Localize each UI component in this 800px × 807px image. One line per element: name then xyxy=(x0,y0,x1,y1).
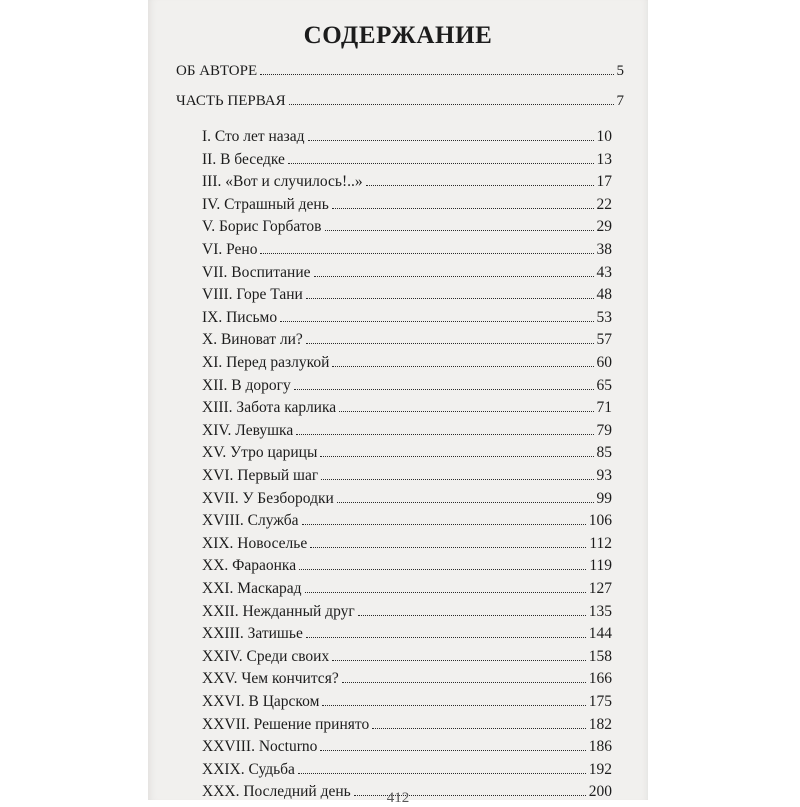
toc-entry-page: 85 xyxy=(596,444,612,462)
toc-entry-title: XXIX. Судьба xyxy=(202,760,295,778)
toc-entry xyxy=(202,760,612,779)
toc-entry-page: 10 xyxy=(596,128,612,145)
toc-entry-page: 53 xyxy=(596,308,612,326)
toc-entry-title: XX. Фараонка xyxy=(202,557,297,575)
dot-leader xyxy=(332,660,586,661)
toc-entry-page: 192 xyxy=(588,760,612,778)
dot-leader xyxy=(310,547,586,548)
toc-entry xyxy=(202,737,612,756)
toc-entry xyxy=(202,534,612,553)
toc-entry-title: X. Виноват ли? xyxy=(202,331,303,349)
toc-entry-title: ОБ АВТОРЕ xyxy=(176,63,258,79)
dot-leader xyxy=(358,615,586,616)
toc-entry xyxy=(202,624,612,643)
toc-entry-title: XIII. Забота карлика xyxy=(202,399,337,417)
dot-leader xyxy=(314,276,594,277)
dot-leader xyxy=(320,750,585,751)
dot-leader xyxy=(299,569,586,570)
dot-leader xyxy=(320,456,593,457)
toc-entry-page: 57 xyxy=(596,331,612,349)
toc-entry-page: 5 xyxy=(616,63,624,79)
toc-entry-title: XXV. Чем кончится? xyxy=(202,670,339,688)
toc-entry xyxy=(202,263,612,282)
toc-entry xyxy=(202,308,612,327)
dot-leader xyxy=(325,230,594,231)
toc-entry xyxy=(202,150,612,169)
toc-entry-title: IV. Страшный день xyxy=(202,195,329,213)
toc-entry-page: 127 xyxy=(588,580,612,597)
toc-entry-page: 135 xyxy=(588,602,612,620)
toc-entry-title: VI. Рено xyxy=(202,241,258,258)
toc-entry-title: ЧАСТЬ ПЕРВАЯ xyxy=(176,93,286,109)
toc-entry-page: 186 xyxy=(588,738,612,756)
toc-entry xyxy=(202,715,612,734)
toc-entry-page: 166 xyxy=(588,670,612,688)
toc-entry xyxy=(202,285,612,304)
toc-entry-title: XVII. У Безбородки xyxy=(202,489,334,507)
toc-entry-page: 38 xyxy=(596,241,612,258)
toc-entry xyxy=(202,195,612,214)
toc-entry-title: XXVIII. Nocturno xyxy=(202,738,318,756)
toc-entry-title: XXX. Последний день xyxy=(202,783,351,801)
toc-entry xyxy=(202,240,612,259)
dot-leader xyxy=(294,389,594,390)
toc-entry-page: 182 xyxy=(588,715,612,733)
toc-entry-title: VIII. Горе Тани xyxy=(202,286,303,304)
toc-entry-title: XXII. Нежданный друг xyxy=(202,602,355,620)
toc-entry-title: I. Сто лет назад xyxy=(202,128,305,145)
toc-entry xyxy=(202,466,612,485)
dot-leader xyxy=(332,366,593,367)
toc-entry-page: 29 xyxy=(596,218,612,236)
toc-entry-page: 60 xyxy=(596,354,612,371)
dot-leader xyxy=(339,411,593,412)
toc-entry xyxy=(202,398,612,417)
dot-leader xyxy=(298,773,586,774)
toc-entry-title: XVIII. Служба xyxy=(202,512,299,530)
toc-entry-title: III. «Вот и случилось!..» xyxy=(202,173,363,191)
toc-entry-page: 65 xyxy=(596,376,612,394)
toc-entry-title: XIX. Новоселье xyxy=(202,534,308,552)
toc-entry xyxy=(202,511,612,530)
dot-leader xyxy=(332,208,594,209)
toc-entry xyxy=(202,556,612,575)
dot-leader xyxy=(321,479,593,480)
toc-entry-page: 144 xyxy=(588,625,612,643)
dot-leader xyxy=(366,185,594,186)
dot-leader xyxy=(308,140,594,141)
toc-entry-page: 7 xyxy=(616,93,624,109)
dot-leader xyxy=(337,502,594,503)
toc-entry xyxy=(202,692,612,711)
toc-entry-page: 93 xyxy=(596,467,612,484)
toc-entry-title: IX. Письмо xyxy=(202,308,278,326)
dot-leader xyxy=(322,705,585,706)
toc-entry xyxy=(202,489,612,508)
toc-entry-page: 175 xyxy=(588,693,612,710)
toc-entry-title: XV. Утро царицы xyxy=(202,444,318,462)
toc-entry-page: 22 xyxy=(596,195,612,213)
toc-entry xyxy=(202,579,612,598)
toc-entry-title: XI. Перед разлукой xyxy=(202,354,330,371)
dot-leader xyxy=(260,74,613,75)
toc-entry xyxy=(202,217,612,236)
toc-entry xyxy=(202,353,612,372)
toc-entry xyxy=(202,647,612,666)
toc-entry-page: 17 xyxy=(596,173,612,191)
dot-leader xyxy=(305,592,586,593)
toc-heading: СОДЕРЖАНИЕ xyxy=(303,22,493,49)
toc-entry-title: XXIII. Затишье xyxy=(202,625,303,643)
toc-entry-title: XXI. Маскарад xyxy=(202,580,302,597)
toc-entry-page: 106 xyxy=(588,512,612,530)
dot-leader xyxy=(296,434,593,435)
toc-entry-title: XXVII. Решение принято xyxy=(202,715,370,733)
toc-entry-page: 13 xyxy=(596,150,612,168)
toc-entry xyxy=(202,376,612,395)
dot-leader xyxy=(280,321,593,322)
dot-leader xyxy=(288,163,594,164)
toc-entry-page: 48 xyxy=(596,286,612,304)
dot-leader xyxy=(289,104,614,105)
toc-entry xyxy=(202,127,612,146)
toc-entry-title: XIV. Левушка xyxy=(202,421,294,439)
toc-entry xyxy=(202,669,612,688)
toc-entry-page: 112 xyxy=(589,534,612,552)
toc-entry-title: II. В беседке xyxy=(202,150,285,168)
toc-entry-page: 99 xyxy=(596,489,612,507)
toc-entry-title: V. Борис Горбатов xyxy=(202,218,322,236)
toc-entry xyxy=(202,421,612,440)
book-page xyxy=(148,0,648,806)
toc-entry-title: XVI. Первый шаг xyxy=(202,467,319,484)
dot-leader xyxy=(372,728,586,729)
dot-leader xyxy=(302,524,586,525)
toc-entry-page: 79 xyxy=(596,421,612,439)
dot-leader xyxy=(306,298,594,299)
toc-entry-page: 200 xyxy=(588,783,612,801)
toc-entry-title: VII. Воспитание xyxy=(202,263,311,281)
page-number: 412 xyxy=(386,790,410,806)
dot-leader xyxy=(306,637,586,638)
toc-entry-title: XII. В дорогу xyxy=(202,376,291,394)
toc-entry xyxy=(202,602,612,621)
toc-entry xyxy=(176,62,624,81)
toc-entry-page: 119 xyxy=(589,557,612,575)
toc-entry xyxy=(202,172,612,191)
toc-entry-page: 158 xyxy=(588,647,612,665)
dot-leader xyxy=(342,682,586,683)
toc-entry-page: 71 xyxy=(596,399,612,417)
toc-entry-title: XXIV. Среди своих xyxy=(202,647,330,665)
dot-leader xyxy=(260,253,593,254)
toc-entry-title: XXVI. В Царском xyxy=(202,693,320,710)
toc-entry xyxy=(202,330,612,349)
toc-entry-page: 43 xyxy=(596,263,612,281)
dot-leader xyxy=(306,343,594,344)
toc-entry xyxy=(176,92,624,111)
toc-entry xyxy=(202,443,612,462)
